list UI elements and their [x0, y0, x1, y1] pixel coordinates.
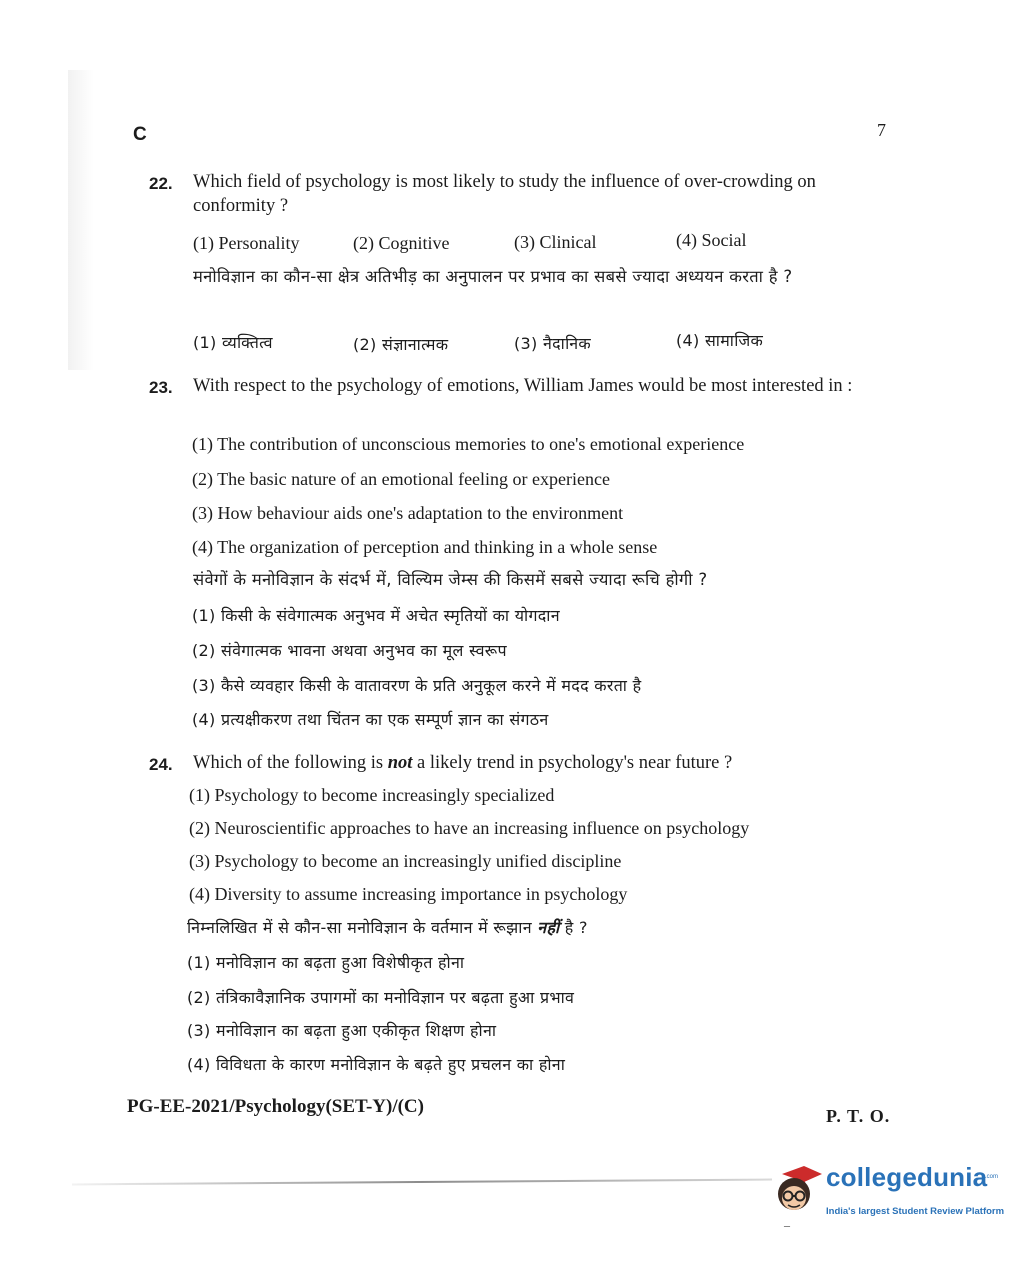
option-hi: (2) तंत्रिकावैज्ञानिक उपागमों का मनोविज्ञान पर बढ़ता हुआ प्रभाव [187, 988, 575, 1007]
scan-edge-shadow [68, 70, 94, 370]
brand-tld: .com [985, 1174, 999, 1180]
option-hi: (3) कैसे व्यवहार किसी के वातावरण के प्रति अनुकूल करने में मदद करता है [192, 676, 642, 695]
option-hi: (2) संवेगात्मक भावना अथवा अनुभव का मूल स्वरूप [192, 641, 507, 660]
option-en: (4) The organization of perception and thinking in a whole sense [192, 537, 658, 557]
emphasis-nahin: नहीं [537, 918, 560, 937]
option-en: (4) Social [676, 230, 747, 250]
brand-tagline: India's largest Student Review Platform [826, 1206, 1005, 1217]
option-hi: (1) किसी के संवेगात्मक अनुभव में अचेत स्मृतियों का योगदान [192, 606, 560, 625]
option-hi: (4) प्रत्यक्षीकरण तथा चिंतन का एक सम्पूर्ण ज्ञान का संगठन [192, 710, 549, 729]
set-code: C [133, 124, 147, 145]
question-text-hi: संवेगों के मनोविज्ञान के संदर्भ में, विल्यिम जेम्स की किसमें सबसे ज्यादा रूचि होगी ? [193, 570, 708, 589]
question-number: 24. [149, 755, 173, 774]
mascot-icon [768, 1160, 824, 1222]
option-en: (1) Personality [193, 233, 300, 253]
option-en: (3) Clinical [514, 232, 597, 252]
option-en: (1) Psychology to become increasingly specialized [189, 785, 555, 805]
option-hi: (4) सामाजिक [676, 331, 764, 350]
paper-code: PG-EE-2021/Psychology(SET-Y)/(C) [127, 1096, 424, 1117]
question-text-en: Which of the following is not a likely trend in psychology's near future ? [193, 753, 733, 773]
emphasis-not: not [387, 753, 413, 773]
question-number: 23. [149, 378, 173, 397]
option-hi: (2) संज्ञानात्मक [353, 335, 449, 354]
option-en: (2) Cognitive [353, 233, 450, 253]
brand-name: collegedunia [826, 1162, 988, 1192]
option-en: (3) Psychology to become an increasingly unified discipline [189, 851, 622, 871]
option-en: (2) Neuroscientific approaches to have an increasing influence on psychology [189, 818, 750, 838]
page-number: 7 [877, 120, 886, 140]
question-text-en: With respect to the psychology of emotions, William James would be most interested in : [193, 376, 853, 396]
option-hi: (1) मनोविज्ञान का बढ़ता हुआ विशेषीकृत होना [187, 953, 465, 972]
question-text-hi: निम्नलिखित में से कौन-सा मनोविज्ञान के वर्तमान में रूझान नहीं है ? [187, 918, 588, 937]
collegedunia-watermark [768, 1160, 1005, 1230]
question-text-en: Which field of psychology is most likely to study the influence of over-crowding on conformity ? [193, 172, 816, 216]
option-hi: (4) विविधता के कारण मनोविज्ञान के बढ़ते हुए प्रचलन का होना [187, 1055, 566, 1074]
scan-dash-mark: – [784, 1218, 790, 1232]
option-en: (1) The contribution of unconscious memories to one's emotional experience [192, 434, 745, 454]
bottom-rule [72, 1179, 772, 1186]
option-hi: (3) नैदानिक [514, 334, 591, 353]
option-hi: (3) मनोविज्ञान का बढ़ता हुआ एकीकृत शिक्षण होना [187, 1021, 497, 1040]
option-en: (3) How behaviour aids one's adaptation to the environment [192, 503, 624, 523]
question-text-hi: मनोविज्ञान का कौन-सा क्षेत्र अतिभीड़ का अनुपालन पर प्रभाव का सबसे ज्यादा अध्ययन करता है ? [193, 267, 793, 286]
option-en: (2) The basic nature of an emotional feeling or experience [192, 469, 610, 489]
option-en: (4) Diversity to assume increasing importance in psychology [189, 884, 628, 904]
option-hi: (1) व्यक्तित्व [193, 333, 273, 352]
pto-label: P. T. O. [826, 1106, 891, 1126]
question-number: 22. [149, 174, 173, 193]
